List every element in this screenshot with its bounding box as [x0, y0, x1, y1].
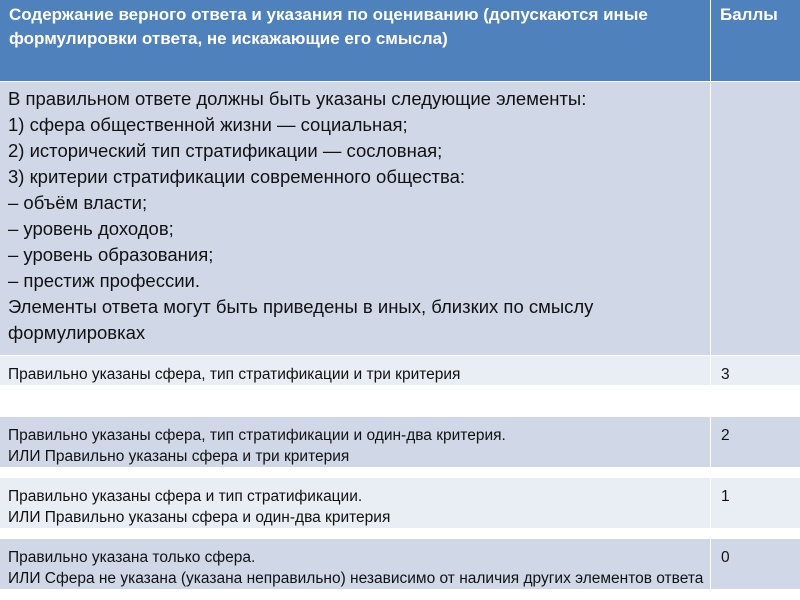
score-points: 1 — [721, 488, 730, 505]
answer-elements-points-cell — [711, 82, 800, 355]
score-description — [0, 356, 711, 385]
score-row-1 — [0, 478, 800, 529]
score-description-line: Правильно указаны сфера, тип стратификации и один-два критерия. — [8, 427, 506, 444]
table-header — [0, 0, 800, 82]
score-description — [0, 478, 711, 528]
score-description-line: Правильно указаны сфера и тип стратификации. — [8, 488, 363, 505]
answer-elements-row — [0, 82, 800, 356]
criterion-item: – уровень доходов; — [8, 218, 174, 239]
answer-intro: В правильном ответе должны быть указаны следующие элементы: — [8, 88, 587, 109]
answer-element-1: 1) сфера общественной жизни — социальная; — [8, 114, 408, 135]
answer-element-3: 3) критерии стратификации современного общества: — [8, 166, 466, 187]
score-description-line: Правильно указаны сфера, тип стратификации и три критерия — [8, 366, 461, 383]
answer-element-2: 2) исторический тип стратификации — сословная; — [8, 140, 443, 161]
score-row-3 — [0, 356, 800, 386]
criterion-item: – престиж профессии. — [8, 270, 201, 291]
score-description-line: ИЛИ Сфера не указана (указана неправильно) независимо от наличия других элементов ответа — [8, 570, 704, 587]
score-row-0 — [0, 539, 800, 590]
answer-note: Элементы ответа могут быть приведены в иных, близких по смыслу формулировках — [8, 296, 594, 343]
score-description-line: ИЛИ Правильно указаны сфера и три критерия — [8, 448, 350, 465]
score-points: 0 — [721, 549, 730, 566]
criterion-item: – объём власти; — [8, 192, 148, 213]
score-description-line: Правильно указана только сфера. — [8, 549, 256, 566]
score-description — [0, 417, 711, 467]
score-description-line: ИЛИ Правильно указаны сфера и один-два критерия — [8, 509, 391, 526]
answer-elements-cell — [0, 82, 711, 355]
score-points: 2 — [721, 427, 730, 444]
criteria-column-header: Содержание верного ответа и указания по оцениванию (допускаются иные формулировки ответа, не искажающие его смысла) — [0, 0, 711, 81]
points-column-header: Баллы — [720, 5, 778, 24]
criterion-item: – уровень образования; — [8, 244, 214, 265]
score-description — [0, 539, 711, 589]
score-row-2 — [0, 417, 800, 468]
score-points: 3 — [721, 366, 730, 383]
